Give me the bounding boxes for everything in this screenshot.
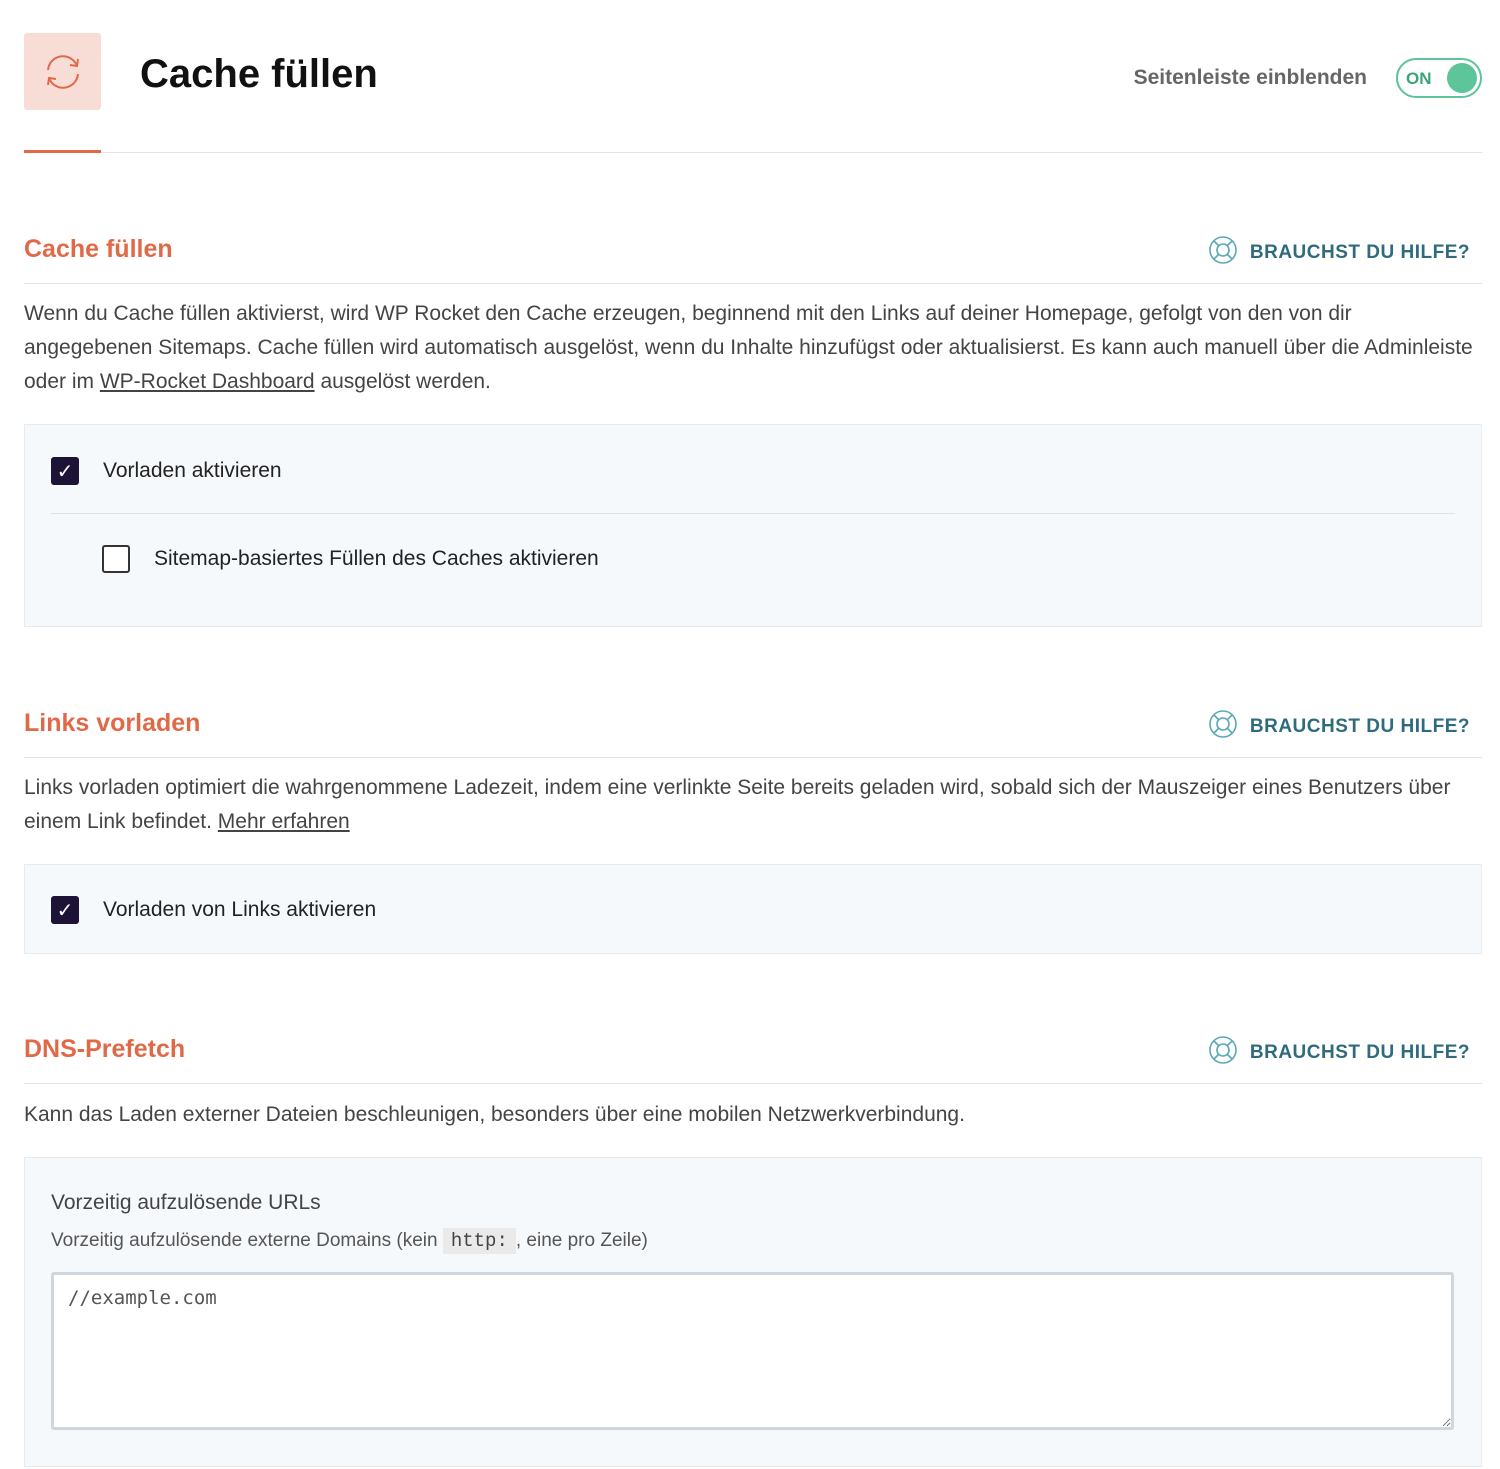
section-description: Kann das Laden externer Dateien beschleunigen, besonders über eine mobilen Netzwerkverbindung. [24, 1103, 965, 1126]
desc-text: ausgelöst werden. [314, 370, 491, 393]
preload-icon [24, 33, 101, 110]
dashboard-link[interactable]: WP-Rocket Dashboard [99, 370, 315, 393]
options-box [24, 864, 1482, 954]
section-divider [24, 757, 1482, 758]
toggle-state: ON [1406, 69, 1432, 88]
help-label: BRAUCHST DU HILFE? [1249, 1042, 1470, 1063]
option-sitemap-preload[interactable] [102, 545, 599, 573]
help-link[interactable] [1208, 1035, 1470, 1071]
sidebar-toggle-label: Seitenleiste einblenden [1133, 66, 1367, 89]
section-title: Links vorladen [24, 709, 201, 737]
section-title: Cache füllen [24, 235, 173, 263]
section-description [24, 297, 1474, 399]
options-box [24, 424, 1482, 627]
page-title: Cache füllen [140, 52, 378, 96]
section-divider [24, 1083, 1482, 1084]
field-hint [51, 1230, 648, 1252]
lifebuoy-icon [1208, 1035, 1238, 1071]
option-divider [51, 513, 1455, 514]
lifebuoy-icon [1208, 709, 1238, 745]
section-divider [24, 283, 1482, 284]
help-link[interactable] [1208, 709, 1470, 745]
hint-text: , eine pro Zeile) [515, 1230, 648, 1251]
header-divider [24, 152, 1482, 153]
option-label: Vorladen aktivieren [103, 459, 282, 482]
dns-prefetch-urls-input[interactable] [51, 1272, 1454, 1430]
checkbox-unchecked[interactable] [102, 545, 130, 573]
option-label: Vorladen von Links aktivieren [103, 898, 377, 921]
header-accent [24, 150, 101, 153]
sidebar-toggle[interactable] [1396, 58, 1482, 98]
toggle-knob[interactable] [1447, 63, 1477, 93]
field-label: Vorzeitig aufzulösende URLs [51, 1191, 321, 1214]
desc-text: Links vorladen optimiert die wahrgenommene Ladezeit, indem eine verlinkte Seite bereits geladen wird, sobald sich der Mauszeiger eines Benutzers über einem Link befindet. [24, 776, 1451, 833]
help-label: BRAUCHST DU HILFE? [1249, 716, 1470, 737]
section-title: DNS-Prefetch [24, 1035, 186, 1063]
lifebuoy-icon [1208, 235, 1238, 271]
checkbox-checked[interactable]: ✓ [51, 896, 79, 924]
option-link-preload[interactable] [51, 896, 376, 924]
hint-code: http: [443, 1228, 516, 1254]
help-link[interactable] [1208, 235, 1470, 271]
help-label: BRAUCHST DU HILFE? [1249, 242, 1470, 263]
learn-more-link[interactable]: Mehr erfahren [217, 810, 350, 833]
option-label: Sitemap-basiertes Füllen des Caches aktivieren [154, 547, 599, 570]
checkbox-checked[interactable]: ✓ [51, 457, 79, 485]
option-enable-preload[interactable] [51, 457, 282, 485]
desc-text: Wenn du Cache füllen aktivierst, wird WP Rocket den Cache erzeugen, beginnend mit den Links auf deiner Homepage, gefolgt von den von dir angegebenen Sitemaps. Cache füllen wird automatisch ausgelöst, wenn du Inhalte hinzufügst oder aktualisierst. Es kann auch manuell über die Adminleiste oder im [24, 302, 1473, 393]
section-description [24, 771, 1474, 839]
hint-text: Vorzeitig aufzulösende externe Domains (kein [51, 1230, 443, 1251]
